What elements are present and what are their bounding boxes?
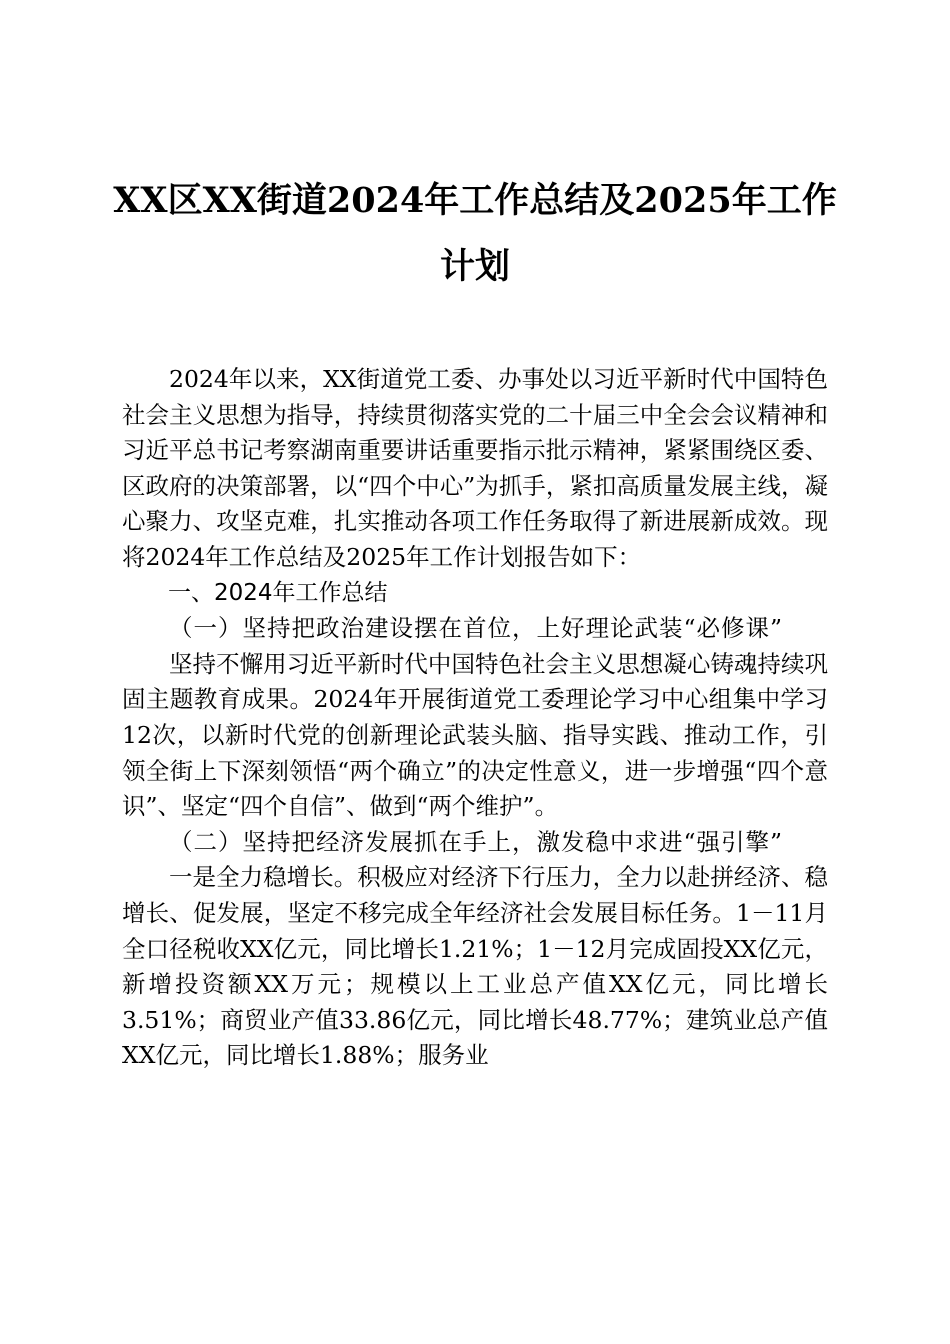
document-title: XX区XX街道2024年工作总结及2025年工作计划 — [113, 180, 837, 287]
subsection-heading-2: （二）坚持把经济发展抓在手上，激发稳中求进“强引擎” — [169, 827, 784, 856]
subsection-heading-1: （一）坚持把政治建设摆在首位，上好理论武装“必修课” — [169, 614, 784, 643]
document-body — [122, 362, 828, 1074]
subsection-1-paragraph: 坚持不懈用习近平新时代中国特色社会主义思想凝心铸魂持续巩固主题教育成果。2024年开展街道党工委理论学习中心组集中学习12次，以新时代党的创新理论武装头脑、指导实践、推动工作，引领全街上下深刻领悟“两个确立”的决定性意义，进一步增强“四个意识”、坚定“四个自信”、做到“两个维护”。 — [122, 649, 828, 821]
section-heading-1: 一、2024年工作总结 — [168, 579, 388, 606]
subsection-2-paragraph: 一是全力稳增长。积极应对经济下行压力，全力以赴拼经济、稳增长、促发展，坚定不移完成全年经济社会发展目标任务。1－11月全口径税收XX亿元，同比增长1.21%；1－12月完成固投XX亿元，新增投资额XX万元；规模以上工业总产值XX亿元，同比增长3.51%；商贸业产值33.86亿元，同比增长48.77%；建筑业总产值XX亿元，同比增长1.88%；服务业 — [122, 863, 828, 1070]
intro-paragraph: 2024年以来，XX街道党工委、办事处以习近平新时代中国特色社会主义思想为指导，持续贯彻落实党的二十届三中全会会议精神和习近平总书记考察湖南重要讲话重要指示批示精神，紧紧围绕区委、区政府的决策部署，以“四个中心”为抓手，紧扣高质量发展主线，凝心聚力、攻坚克难，扎实推动各项工作任务取得了新进展新成效。现将2024年工作总结及2025年工作计划报告如下： — [122, 365, 828, 571]
